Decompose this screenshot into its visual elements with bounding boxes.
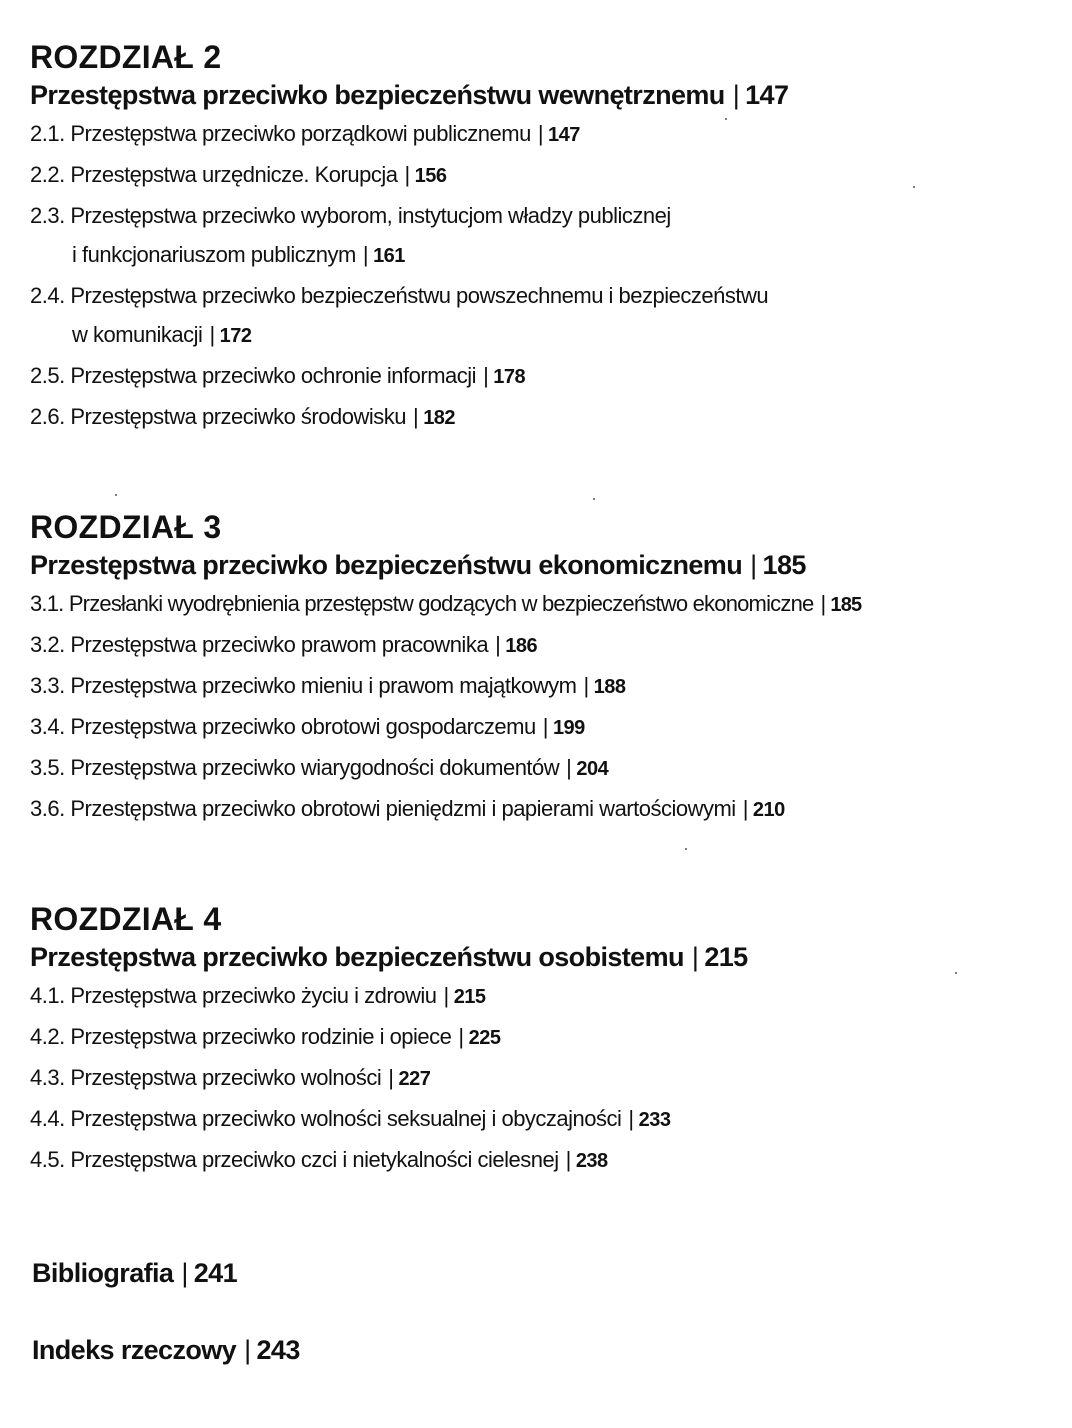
entry-page-number: 227 — [398, 1068, 431, 1090]
separator: | — [820, 591, 826, 616]
entry-page-number: 233 — [638, 1109, 671, 1131]
separator: | — [443, 983, 449, 1008]
toc-entry-4-1 — [30, 976, 1060, 1017]
subject-index-entry — [32, 1333, 300, 1367]
chapter-title-text: Przestępstwa przeciwko bezpieczeństwu wewnętrznemu — [30, 80, 725, 110]
toc-entry-3-6 — [30, 789, 1060, 830]
chapter-4 — [30, 900, 1060, 1181]
entry-list — [30, 114, 1060, 438]
entry-text: Przestępstwa przeciwko prawom pracownika — [70, 632, 489, 657]
separator: | — [388, 1065, 394, 1090]
separator: | — [412, 404, 419, 429]
entry-page-number: 161 — [373, 245, 405, 267]
entry-list — [30, 976, 1060, 1181]
entry-text: Przestępstwa przeciwko obrotowi gospodarczemu — [70, 714, 536, 739]
entry-page-number: 204 — [576, 758, 609, 780]
entry-text: Przestępstwa urzędnicze. Korupcja — [70, 162, 398, 187]
separator: | — [483, 363, 489, 388]
separator: | — [404, 162, 410, 187]
entry-page-number: 178 — [493, 366, 526, 388]
scan-speck — [115, 494, 117, 496]
separator: | — [244, 1335, 251, 1365]
entry-page-number: 185 — [830, 594, 862, 616]
entry-page-number: 238 — [575, 1150, 608, 1172]
back-matter-page-number: 243 — [256, 1335, 300, 1365]
scan-speck — [955, 972, 957, 974]
toc-entry-2-3 — [30, 196, 1060, 276]
entry-continuation-text: w komunikacji — [72, 322, 203, 347]
entry-number: 2.4. — [30, 283, 65, 308]
entry-number: 4.2. — [30, 1024, 65, 1049]
toc-entry-2-6 — [30, 397, 1060, 438]
toc-entry-4-4 — [30, 1099, 1060, 1140]
chapter-title — [30, 78, 1060, 112]
entry-number: 2.2. — [30, 162, 65, 187]
separator: | — [362, 242, 369, 267]
chapter-page-number: 185 — [762, 550, 806, 580]
entry-page-number: 186 — [505, 635, 538, 657]
entry-text: Przestępstwa przeciwko bezpieczeństwu powszechnemu i bezpieczeństwu — [70, 283, 769, 308]
separator: | — [565, 1147, 571, 1172]
separator: | — [209, 322, 215, 347]
entry-page-number: 156 — [414, 165, 447, 187]
separator: | — [742, 796, 748, 821]
back-matter-title: Indeks rzeczowy — [32, 1335, 237, 1365]
entry-page-number: 215 — [453, 986, 486, 1008]
toc-entry-3-5 — [30, 748, 1060, 789]
entry-number: 4.4. — [30, 1106, 65, 1131]
toc-entry-3-4 — [30, 707, 1060, 748]
scan-speck — [593, 498, 595, 500]
entry-text: Przestępstwa przeciwko wiarygodności dokumentów — [70, 755, 560, 780]
chapter-2 — [30, 38, 1060, 438]
entry-number: 3.2. — [30, 632, 65, 657]
back-matter-page-number: 241 — [193, 1258, 237, 1288]
entry-number: 3.1. — [30, 591, 64, 616]
entry-number: 4.3. — [30, 1065, 65, 1090]
entry-page-number: 188 — [593, 676, 626, 698]
entry-text: Przestępstwa przeciwko rodzinie i opiece — [70, 1024, 452, 1049]
entry-text: Przestępstwa przeciwko wolności — [70, 1065, 382, 1090]
entry-page-number: 199 — [552, 717, 585, 739]
toc-entry-3-3 — [30, 666, 1060, 707]
entry-number: 2.3. — [30, 203, 65, 228]
toc-entry-2-4 — [30, 276, 1060, 356]
entry-text: Przestępstwa przeciwko czci i nietykalności cielesnej — [70, 1147, 559, 1172]
chapter-page-number: 147 — [745, 80, 789, 110]
entry-continuation — [30, 235, 1060, 276]
entry-number: 4.1. — [30, 983, 65, 1008]
entry-text: Przestępstwa przeciwko ochronie informacji — [70, 363, 477, 388]
separator: | — [691, 942, 699, 972]
separator: | — [495, 632, 501, 657]
separator: | — [537, 121, 544, 146]
entry-text: Przestępstwa przeciwko środowisku — [70, 404, 406, 429]
entry-number: 2.1. — [30, 121, 65, 146]
scan-speck — [685, 848, 687, 850]
entry-list — [30, 584, 1060, 830]
entry-text: Przesłanki wyodrębnienia przestępstw godzących w bezpieczeństwo ekonomiczne — [68, 591, 814, 616]
bibliography-entry — [32, 1256, 237, 1290]
entry-continuation-text: i funkcjonariuszom publicznym — [72, 242, 356, 267]
scan-speck — [913, 186, 915, 188]
entry-text: Przestępstwa przeciwko mieniu i prawom majątkowym — [70, 673, 577, 698]
toc-entry-4-5 — [30, 1140, 1060, 1181]
entry-number: 3.3. — [30, 673, 65, 698]
toc-entry-2-2 — [30, 155, 1060, 196]
chapter-title — [30, 940, 1060, 974]
entry-text: Przestępstwa przeciwko porządkowi publicznemu — [70, 121, 531, 146]
toc-entry-2-5 — [30, 356, 1060, 397]
separator: | — [750, 550, 757, 580]
entry-text: Przestępstwa przeciwko życiu i zdrowiu — [70, 983, 437, 1008]
chapter-label: ROZDZIAŁ 2 — [30, 39, 222, 75]
entry-number: 2.6. — [30, 404, 65, 429]
separator: | — [542, 714, 548, 739]
entry-number: 4.5. — [30, 1147, 65, 1172]
separator: | — [732, 80, 740, 110]
entry-page-number: 182 — [423, 407, 456, 429]
toc-entry-3-2 — [30, 625, 1060, 666]
chapter-label: ROZDZIAŁ 3 — [30, 509, 222, 545]
toc-entry-4-3 — [30, 1058, 1060, 1099]
entry-page-number: 147 — [548, 124, 580, 146]
entry-number: 3.6. — [30, 796, 65, 821]
separator: | — [583, 673, 589, 698]
entry-number: 2.5. — [30, 363, 65, 388]
entry-page-number: 210 — [752, 799, 785, 821]
entry-text: Przestępstwa przeciwko wolności seksualnej i obyczajności — [70, 1106, 622, 1131]
entry-text: Przestępstwa przeciwko obrotowi pieniędzmi i papierami wartościowymi — [70, 796, 736, 821]
separator: | — [181, 1258, 188, 1288]
entry-text: Przestępstwa przeciwko wyborom, instytucjom władzy publicznej — [70, 203, 671, 228]
back-matter-title: Bibliografia — [32, 1258, 174, 1288]
scan-speck — [725, 118, 727, 120]
separator: | — [566, 755, 572, 780]
chapter-page-number: 215 — [704, 942, 748, 972]
separator: | — [458, 1024, 464, 1049]
entry-number: 3.5. — [30, 755, 65, 780]
entry-continuation — [30, 315, 1060, 356]
entry-page-number: 225 — [468, 1027, 501, 1049]
toc-entry-3-1 — [30, 584, 1060, 625]
chapter-3 — [30, 508, 1060, 830]
chapter-label: ROZDZIAŁ 4 — [30, 901, 222, 937]
entry-page-number: 172 — [219, 325, 252, 347]
chapter-title-text: Przestępstwa przeciwko bezpieczeństwu osobistemu — [30, 942, 684, 972]
chapter-title-text: Przestępstwa przeciwko bezpieczeństwu ekonomicznemu — [30, 550, 743, 580]
chapter-title — [30, 548, 1060, 582]
toc-entry-4-2 — [30, 1017, 1060, 1058]
separator: | — [628, 1106, 634, 1131]
toc-entry-2-1 — [30, 114, 1060, 155]
entry-number: 3.4. — [30, 714, 65, 739]
